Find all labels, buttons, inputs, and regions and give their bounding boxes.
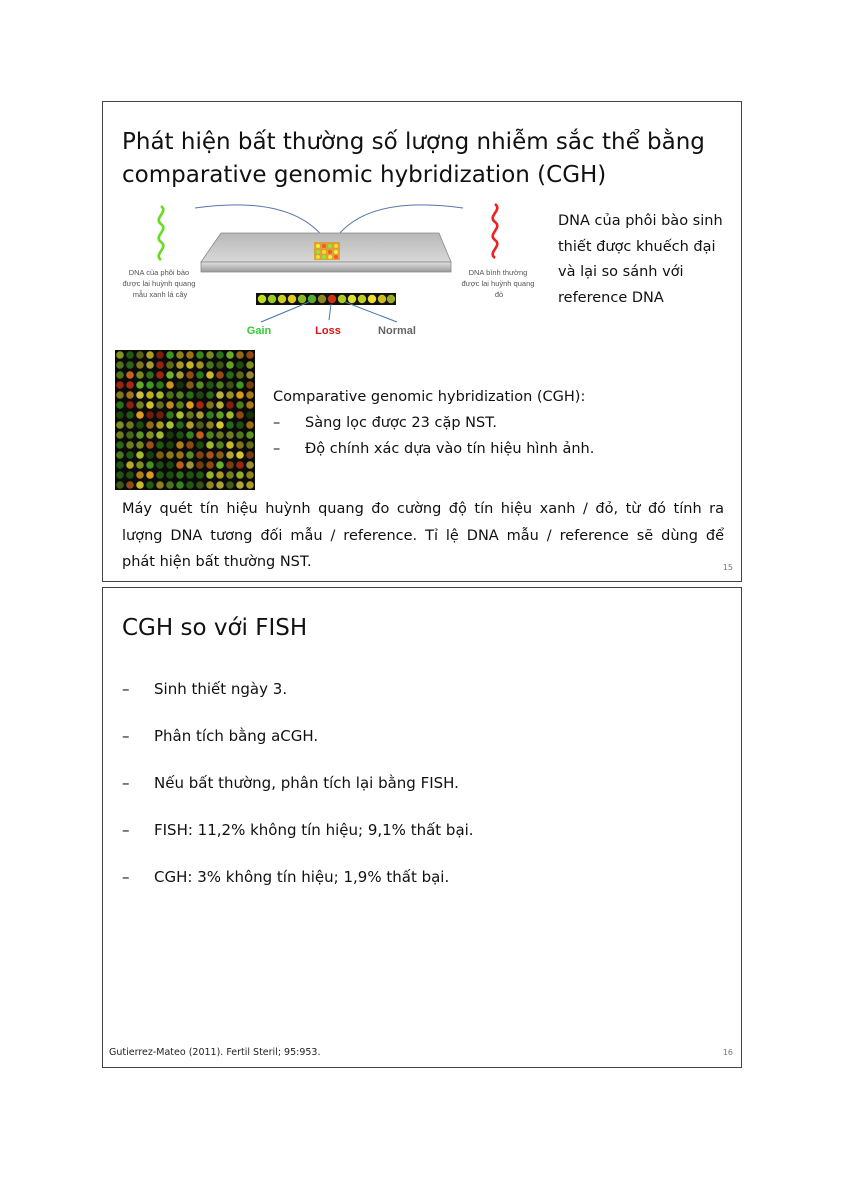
microarray-spot <box>176 441 184 449</box>
microarray-spot <box>116 351 124 359</box>
microarray-spot <box>186 471 194 479</box>
microarray-spot <box>166 471 174 479</box>
microarray-spot <box>216 361 224 369</box>
list-item-text: Nếu bất thường, phân tích lại bằng FISH. <box>154 774 459 792</box>
microarray-spot <box>136 391 144 399</box>
microarray-spot <box>116 451 124 459</box>
microarray-spot <box>146 391 154 399</box>
list-item <box>122 774 474 821</box>
right-label-line-1: DNA bình thường <box>468 268 528 277</box>
list-item-text: CGH: 3% không tín hiệu; 1,9% thất bại. <box>154 868 450 886</box>
microarray-spot <box>226 391 234 399</box>
dash: – <box>122 868 130 886</box>
side-line: DNA của phôi bào sinh <box>558 213 723 229</box>
microarray-spot <box>216 461 224 469</box>
microarray-spot <box>176 371 184 379</box>
microarray-spot <box>176 391 184 399</box>
title-line-2: comparative genomic hybridization (CGH) <box>122 162 607 188</box>
microarray-spot <box>196 431 204 439</box>
microarray-spot <box>146 381 154 389</box>
list-item <box>122 868 474 915</box>
right-label-line-3: đỏ <box>494 290 504 299</box>
microarray-spot <box>236 411 244 419</box>
microarray-spot <box>126 441 134 449</box>
microarray-spot <box>126 401 134 409</box>
microarray-spot <box>246 481 254 489</box>
loss-label: Loss <box>315 325 341 337</box>
microarray-spot <box>156 401 164 409</box>
microarray-spot <box>216 421 224 429</box>
microarray-spot <box>236 391 244 399</box>
microarray-spot <box>166 391 174 399</box>
microarray-spot <box>116 471 124 479</box>
microarray-spot <box>156 351 164 359</box>
microarray-spot <box>216 411 224 419</box>
dash: – <box>122 821 130 839</box>
slide-16 <box>102 587 742 1068</box>
microarray-image <box>115 350 255 490</box>
microarray-spot <box>216 401 224 409</box>
microarray-spot <box>126 421 134 429</box>
microarray-spot <box>126 431 134 439</box>
microarray-spot <box>196 361 204 369</box>
microarray-spot <box>126 451 134 459</box>
microarray-spot <box>156 441 164 449</box>
microarray-spot <box>116 361 124 369</box>
svg-text:DNA bình thường được lai <box>462 268 537 299</box>
red-dna-strand-icon <box>493 204 498 258</box>
microarray-spot <box>206 351 214 359</box>
microarray-spot <box>186 391 194 399</box>
microarray-spot <box>206 401 214 409</box>
microarray-spot <box>176 421 184 429</box>
microarray-spot <box>226 381 234 389</box>
microarray-spot <box>196 381 204 389</box>
microarray-spot <box>116 411 124 419</box>
microarray-spot <box>196 421 204 429</box>
microarray-spot <box>166 451 174 459</box>
microarray-spot <box>226 421 234 429</box>
microarray-spot <box>206 381 214 389</box>
microarray-spot <box>236 481 244 489</box>
microarray-spot <box>146 351 154 359</box>
bullet-lead: Comparative genomic hybridization (CGH): <box>273 389 586 405</box>
microarray-spot <box>196 371 204 379</box>
microarray-spot <box>156 411 164 419</box>
microarray-spot <box>216 381 224 389</box>
microarray-spot <box>206 411 214 419</box>
normal-label: Normal <box>378 325 416 337</box>
microarray-spot <box>226 361 234 369</box>
microarray-spot <box>186 371 194 379</box>
microarray-spot <box>216 391 224 399</box>
microarray-spot <box>186 381 194 389</box>
side-line: reference DNA <box>558 289 664 306</box>
microarray-spot <box>206 441 214 449</box>
microarray-spot <box>196 461 204 469</box>
microarray-spot <box>136 381 144 389</box>
microarray-spot <box>196 481 204 489</box>
microarray-spot <box>176 431 184 439</box>
microarray-spot <box>186 441 194 449</box>
microarray-spot <box>246 381 254 389</box>
microarray-spot <box>226 351 234 359</box>
list-item <box>122 821 474 868</box>
list-item <box>122 680 474 727</box>
microarray-spot <box>246 461 254 469</box>
microarray-spot <box>196 441 204 449</box>
microarray-spot <box>206 461 214 469</box>
microarray-spot <box>176 461 184 469</box>
microarray-spot <box>196 351 204 359</box>
microarray-spot <box>236 471 244 479</box>
bullet-item <box>273 436 594 462</box>
microarray-spot <box>236 441 244 449</box>
microarray-spot <box>176 361 184 369</box>
microarray-spot <box>136 361 144 369</box>
microarray-spot <box>136 371 144 379</box>
explanation-paragraph <box>122 496 724 576</box>
right-label-line-2: được lai huỳnh quang <box>461 279 535 288</box>
microarray-spot <box>156 461 164 469</box>
microarray-spot <box>236 431 244 439</box>
microarray-spot <box>216 441 224 449</box>
microarray-spot <box>246 371 254 379</box>
microarray-spot <box>166 361 174 369</box>
list-item-text: Phân tích bằng aCGH. <box>154 727 319 745</box>
microarray-spot <box>226 481 234 489</box>
side-description <box>558 209 736 311</box>
microarray-spot <box>236 421 244 429</box>
microarray-spot <box>156 381 164 389</box>
slide-title <box>122 126 722 192</box>
microarray-spot <box>116 431 124 439</box>
microarray-spot <box>146 451 154 459</box>
microarray-spot <box>146 421 154 429</box>
microarray-spot <box>136 471 144 479</box>
microarray-spot <box>236 461 244 469</box>
microarray-spot <box>156 391 164 399</box>
microarray-spot <box>126 481 134 489</box>
list-item-text: FISH: 11,2% không tín hiệu; 9,1% thất bại. <box>154 821 474 839</box>
title-line-1: Phát hiện bất thường số lượng nhiễm sắc thể bằng <box>122 129 705 155</box>
microarray-spot <box>176 401 184 409</box>
microarray-spot <box>186 431 194 439</box>
microarray-spot <box>206 421 214 429</box>
slide-spots <box>314 242 340 260</box>
microarray-spot <box>146 481 154 489</box>
cgh-bullets <box>273 384 594 462</box>
microarray-spot <box>146 411 154 419</box>
microarray-spot <box>216 471 224 479</box>
page-number: 15 <box>722 563 733 572</box>
dash: – <box>273 441 281 457</box>
dash: – <box>273 415 281 431</box>
microarray-spot <box>176 411 184 419</box>
microarray-spot <box>126 381 134 389</box>
bullet-text: Độ chính xác dựa vào tín hiệu hình ảnh. <box>305 441 595 457</box>
microarray-spot <box>246 411 254 419</box>
microarray-spot <box>176 481 184 489</box>
microarray-spot <box>226 471 234 479</box>
microarray-spot <box>176 471 184 479</box>
microarray-spot <box>206 391 214 399</box>
dash: – <box>122 727 130 745</box>
microarray-spot <box>196 471 204 479</box>
microarray-spot <box>186 401 194 409</box>
microarray-spot <box>136 351 144 359</box>
side-line: và lại so sánh với <box>558 264 684 280</box>
microarray-spot <box>236 381 244 389</box>
comparison-list <box>122 680 474 915</box>
microarray-spot <box>156 431 164 439</box>
left-label-line-2: được lai huỳnh quang <box>122 279 196 288</box>
microarray-spot <box>146 441 154 449</box>
list-item <box>122 727 474 774</box>
microarray-spot <box>156 451 164 459</box>
microarray-spot <box>116 391 124 399</box>
microarray-spot <box>186 481 194 489</box>
microarray-spot <box>166 411 174 419</box>
microarray-spot <box>186 351 194 359</box>
dash: – <box>122 680 130 698</box>
microarray-spot <box>246 391 254 399</box>
microarray-spot <box>156 421 164 429</box>
microarray-spot <box>236 451 244 459</box>
microarray-spot <box>136 411 144 419</box>
microarray-spot <box>116 461 124 469</box>
microarray-spot <box>236 351 244 359</box>
microarray-spot <box>246 431 254 439</box>
microarray-spot <box>176 351 184 359</box>
microarray-spot <box>166 481 174 489</box>
microarray-spot <box>136 431 144 439</box>
microarray-spot <box>206 371 214 379</box>
microarray-spot <box>136 481 144 489</box>
microarray-spot <box>116 381 124 389</box>
microarray-spot <box>146 471 154 479</box>
microarray-spot <box>226 411 234 419</box>
microarray-spot <box>226 371 234 379</box>
microarray-spot <box>186 411 194 419</box>
microarray-spot <box>246 351 254 359</box>
microarray-spot <box>206 471 214 479</box>
slide-15 <box>102 101 742 582</box>
left-label-line-3: mẫu xanh lá cây <box>132 290 188 299</box>
green-dna-strand-icon <box>159 206 164 260</box>
bullet-item <box>273 410 594 436</box>
microarray-spot <box>236 401 244 409</box>
microarray-spot <box>196 401 204 409</box>
microarray-spot <box>136 441 144 449</box>
microarray-spot <box>246 471 254 479</box>
microarray-spot <box>236 361 244 369</box>
microarray-spot <box>236 371 244 379</box>
cgh-hybridization-diagram <box>109 194 549 340</box>
microarray-spot <box>116 401 124 409</box>
microarray-spot <box>226 401 234 409</box>
microarray-spot <box>186 461 194 469</box>
microarray-spot <box>156 361 164 369</box>
microarray-spot <box>226 451 234 459</box>
microarray-spot <box>246 401 254 409</box>
slide-title: CGH so với FISH <box>122 615 308 641</box>
microarray-spot <box>136 451 144 459</box>
microarray-spot <box>246 421 254 429</box>
dash: – <box>122 774 130 792</box>
microarray-spot <box>146 361 154 369</box>
gain-label: Gain <box>246 325 272 337</box>
glass-slide-edge <box>201 262 451 272</box>
microarray-spot <box>126 471 134 479</box>
left-label-line-1: DNA của phôi bào <box>128 268 190 277</box>
citation: Gutierrez-Mateo (2011). Fertil Steril; 95:953. <box>109 1047 321 1058</box>
microarray-spot <box>136 401 144 409</box>
microarray-spot <box>166 351 174 359</box>
microarray-spot <box>206 431 214 439</box>
microarray-spot <box>116 441 124 449</box>
microarray-spot <box>156 371 164 379</box>
microarray-spot <box>206 361 214 369</box>
side-line: thiết được khuếch đại <box>558 238 716 255</box>
microarray-spot <box>186 361 194 369</box>
microarray-spot <box>156 471 164 479</box>
microarray-spot <box>126 371 134 379</box>
microarray-spot <box>116 371 124 379</box>
microarray-spot <box>196 451 204 459</box>
microarray-spot <box>196 411 204 419</box>
microarray-spot <box>166 441 174 449</box>
microarray-spot <box>166 461 174 469</box>
microarray-spot <box>226 441 234 449</box>
microarray-spot <box>216 481 224 489</box>
page-number: 16 <box>722 1048 733 1057</box>
microarray-spot <box>126 391 134 399</box>
microarray-spot <box>246 451 254 459</box>
microarray-spot <box>196 391 204 399</box>
microarray-spot <box>126 361 134 369</box>
microarray-spot <box>136 421 144 429</box>
microarray-spot <box>206 451 214 459</box>
microarray-spot <box>166 431 174 439</box>
microarray-spot <box>216 351 224 359</box>
paragraph-line: Máy quét tín hiệu huỳnh quang đo cường độ tín hiệu xanh / đỏ, từ đó tính ra <box>122 501 724 517</box>
paragraph-line: lượng DNA tương đối mẫu / reference. Tỉ lệ DNA mẫu / reference sẽ dùng để <box>122 527 724 544</box>
loss-pointer <box>329 304 331 320</box>
microarray-spot <box>146 371 154 379</box>
microarray-spot <box>136 461 144 469</box>
bullet-text: Sàng lọc được 23 cặp NST. <box>305 415 497 431</box>
microarray-spot <box>186 421 194 429</box>
microarray-spot <box>166 421 174 429</box>
microarray-spot <box>146 431 154 439</box>
microarray-spot <box>146 401 154 409</box>
microarray-spot <box>166 401 174 409</box>
microarray-spot <box>126 461 134 469</box>
microarray-spot <box>176 381 184 389</box>
microarray-spot <box>186 451 194 459</box>
paragraph-line: phát hiện bất thường NST. <box>122 554 312 570</box>
microarray-spot <box>216 451 224 459</box>
microarray-spot <box>166 381 174 389</box>
microarray-spot <box>126 411 134 419</box>
microarray-spot <box>216 431 224 439</box>
microarray-spot <box>166 371 174 379</box>
microarray-spot <box>216 371 224 379</box>
microarray-spot <box>226 431 234 439</box>
svg-text:DNA của phôi bào được la <box>123 268 198 299</box>
microarray-spot <box>116 481 124 489</box>
microarray-spot <box>246 361 254 369</box>
microarray-spot <box>226 461 234 469</box>
microarray-spot <box>126 351 134 359</box>
microarray-spot <box>146 461 154 469</box>
microarray-spot <box>116 421 124 429</box>
microarray-spot <box>246 441 254 449</box>
list-item-text: Sinh thiết ngày 3. <box>154 680 288 698</box>
microarray-spot <box>206 481 214 489</box>
microarray-spot <box>156 481 164 489</box>
microarray-spot <box>176 451 184 459</box>
